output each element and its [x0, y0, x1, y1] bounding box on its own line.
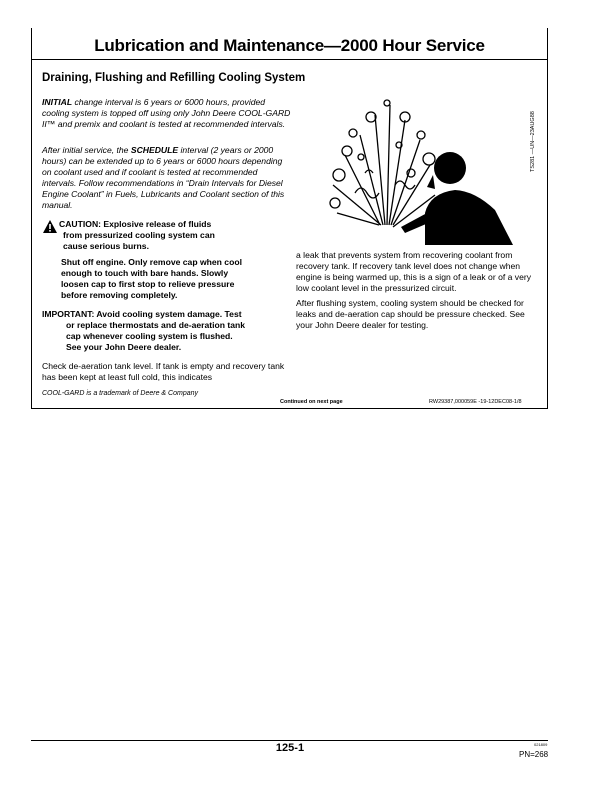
caution-line: cause serious burns.: [63, 241, 149, 251]
continued-note: Continued on next page: [280, 399, 343, 405]
initial-text: change interval is 6 years or 6000 hours, provided cooling system is topped off using only John Deere COOL-GARD II™ and premix and coolant is tested at recommended intervals.: [42, 97, 291, 129]
trademark-note: COOL-GARD is a trademark of Deere & Company: [42, 390, 198, 397]
page-title: Lubrication and Maintenance—2000 Hour Service: [94, 36, 485, 55]
footer-code: 021809: [534, 742, 548, 747]
shut-off-line: Shut off engine. Only remove cap when cool: [61, 257, 242, 267]
caution-warning-icon: [42, 219, 58, 234]
important-line: See your John Deere dealer.: [66, 342, 182, 352]
pressurized-coolant-spray-burn-illustration: [325, 95, 525, 245]
after-flushing-paragraph: After flushing system, cooling system should be checked for leaks and de-aeration cap should be pressure checked. See your John Deere dealer for testing.: [296, 298, 525, 330]
shut-off-block: [61, 257, 301, 301]
important-line: or replace thermostats and de-aeration tank: [66, 320, 246, 330]
figure-id: TS281 —UN—23AUG88: [530, 111, 536, 172]
caution-line: from pressurized cooling system can: [63, 230, 215, 240]
shut-off-line: enough to touch with bare hands. Slowly: [61, 268, 229, 278]
schedule-label: SCHEDULE: [130, 145, 179, 155]
caution-block: [59, 219, 299, 252]
section-title: Draining, Flushing and Refilling Cooling System: [42, 72, 306, 84]
schedule-text-a: After initial service, the: [42, 145, 131, 155]
shut-off-line: before removing completely.: [61, 290, 178, 300]
title-box: [31, 28, 548, 60]
important-line: cap whenever cooling system is flushed.: [66, 331, 233, 341]
leak-paragraph: a leak that prevents system from recovering coolant from recovery tank. If recovery tank level does not change when engine is being warmed up, this is a sign of a leak or of a very low coolant level in the pressurized circuit.: [296, 250, 532, 293]
important-line: IMPORTANT: Avoid cooling system damage. Test: [42, 309, 242, 319]
schedule-text-b: interval (2 years or 2000 hours) can be extended up to 6 years or 6000 hours depending on coolant used and if coolant is tested at recommended intervals. Follow recommendations in “Drain Intervals for Diesel Engine Coolant” in Fuels, Lubricants and Coolant section of this manual.: [42, 145, 285, 210]
document-reference: RW29387,000059E -19-12DEC08-1/8: [429, 399, 522, 405]
page-number: 125-1: [275, 742, 305, 754]
initial-label: INITIAL: [42, 97, 73, 107]
important-block: [42, 309, 292, 353]
shut-off-line: loosen cap to first stop to relieve pressure: [61, 279, 235, 289]
check-tank-paragraph: Check de-aeration tank level. If tank is empty and recovery tank has been kept at least full cold, this indicates: [42, 361, 285, 382]
initial-interval-paragraph: [42, 97, 292, 130]
schedule-interval-paragraph: [42, 145, 292, 211]
caution-line: CAUTION: Explosive release of fluids: [59, 219, 212, 229]
footer-divider: [31, 740, 548, 741]
pn-number: PN=268: [519, 750, 549, 759]
